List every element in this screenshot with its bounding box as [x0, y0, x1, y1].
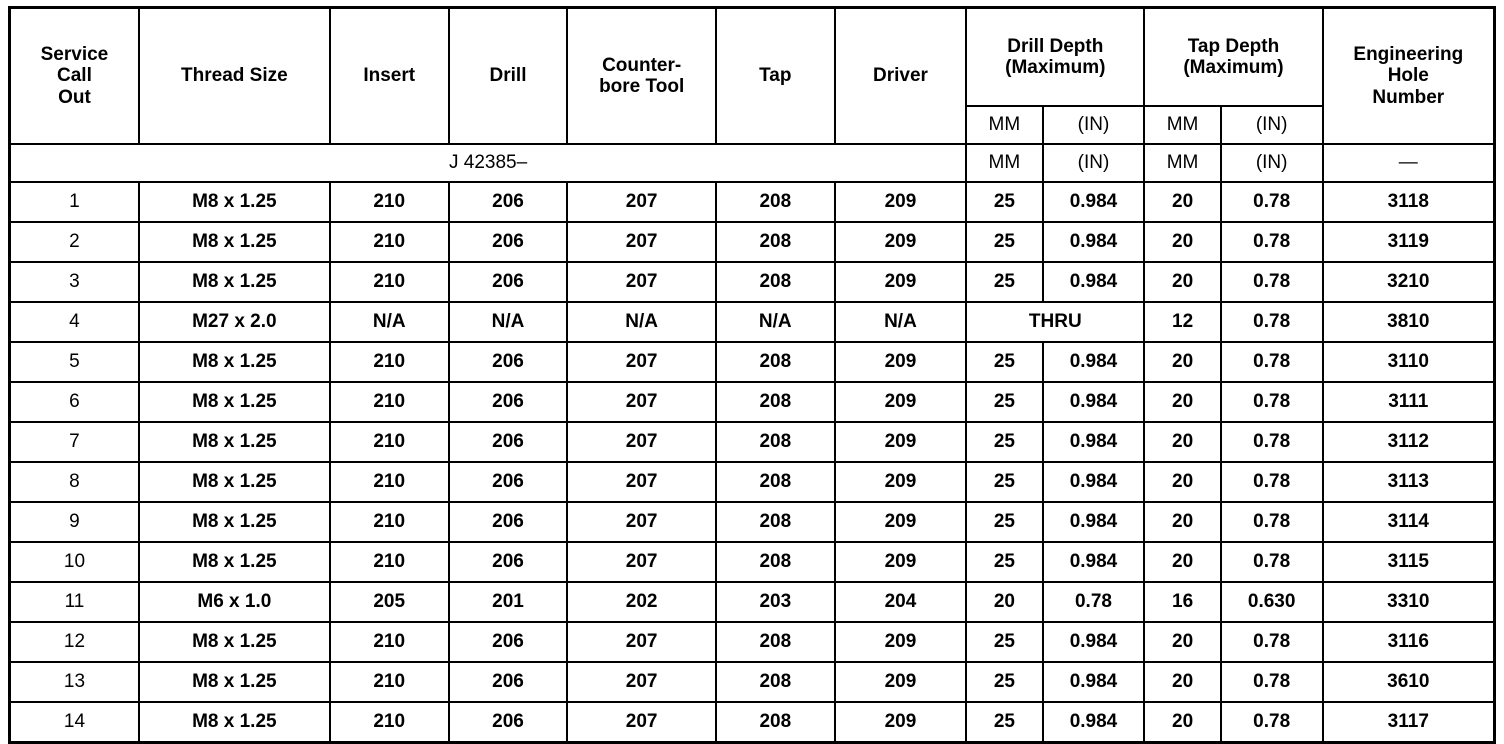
cell-tap-depth-mm: 20 [1144, 382, 1220, 422]
header-text-tap: Tap [759, 65, 792, 87]
cell-counterbore: 207 [567, 502, 715, 542]
cell-drill-depth-in: 0.984 [1043, 422, 1145, 462]
table-row [10, 222, 1495, 262]
cell-tap-depth-in: 0.78 [1221, 622, 1323, 662]
cell-drill: 206 [449, 422, 568, 462]
cell-engineering-hole: 3112 [1323, 422, 1495, 462]
header-text-service-call-out: Service Call Out [40, 44, 109, 108]
cell-driver: N/A [835, 302, 967, 342]
cell-call-out: 7 [10, 422, 139, 462]
cell-tap-depth-in: 0.78 [1221, 662, 1323, 702]
cell-tap-depth-mm: 20 [1144, 182, 1220, 222]
table-row [10, 302, 1495, 342]
cell-call-out: 2 [10, 222, 139, 262]
table-row [10, 582, 1495, 622]
cell-call-out: 8 [10, 462, 139, 502]
cell-driver: 209 [835, 542, 967, 582]
cell-tap-depth-mm: 20 [1144, 222, 1220, 262]
series-engineering-dash: — [1323, 144, 1495, 182]
cell-driver: 209 [835, 662, 967, 702]
cell-engineering-hole: 3110 [1323, 342, 1495, 382]
cell-drill-depth-in: 0.984 [1043, 262, 1145, 302]
table-body [10, 144, 1495, 743]
cell-counterbore: N/A [567, 302, 715, 342]
header-text-drill: Drill [489, 65, 527, 87]
cell-counterbore: 207 [567, 462, 715, 502]
cell-insert: 210 [330, 382, 449, 422]
cell-call-out: 6 [10, 382, 139, 422]
cell-counterbore: 207 [567, 262, 715, 302]
cell-tap: 208 [716, 662, 835, 702]
cell-drill-depth-in: 0.984 [1043, 622, 1145, 662]
cell-drill-depth-in: 0.984 [1043, 382, 1145, 422]
cell-insert: 205 [330, 582, 449, 622]
cell-tap-depth-in: 0.78 [1221, 302, 1323, 342]
cell-insert: 210 [330, 542, 449, 582]
cell-drill-depth-in: 0.984 [1043, 502, 1145, 542]
cell-drill: 201 [449, 582, 568, 622]
cell-driver: 209 [835, 222, 967, 262]
cell-counterbore: 207 [567, 182, 715, 222]
cell-drill-depth-mm: 20 [966, 582, 1042, 622]
cell-drill-depth-mm: 25 [966, 382, 1042, 422]
subheader-drill-depth-in: (IN) [1043, 106, 1145, 144]
cell-tap: 208 [716, 222, 835, 262]
cell-drill: 206 [449, 542, 568, 582]
cell-drill-depth-mm: 25 [966, 702, 1042, 743]
cell-insert: 210 [330, 622, 449, 662]
cell-drill: 206 [449, 382, 568, 422]
cell-tap-depth-mm: 20 [1144, 702, 1220, 743]
cell-drill-depth-mm: 25 [966, 422, 1042, 462]
cell-drill-depth-mm: 25 [966, 662, 1042, 702]
cell-tap-depth-in: 0.78 [1221, 502, 1323, 542]
cell-tap: 208 [716, 262, 835, 302]
cell-engineering-hole: 3118 [1323, 182, 1495, 222]
cell-tap: 208 [716, 342, 835, 382]
table-row [10, 262, 1495, 302]
cell-thread-size: M8 x 1.25 [139, 422, 330, 462]
cell-tap-depth-in: 0.78 [1221, 422, 1323, 462]
cell-insert: 210 [330, 222, 449, 262]
cell-drill-depth-mm: 25 [966, 342, 1042, 382]
cell-tap-depth-mm: 12 [1144, 302, 1220, 342]
cell-tap-depth-mm: 20 [1144, 262, 1220, 302]
cell-engineering-hole: 3810 [1323, 302, 1495, 342]
cell-tap: 208 [716, 702, 835, 743]
cell-engineering-hole: 3111 [1323, 382, 1495, 422]
cell-insert: 210 [330, 462, 449, 502]
cell-tap: 208 [716, 382, 835, 422]
table-row [10, 182, 1495, 222]
cell-counterbore: 207 [567, 542, 715, 582]
column-header-service-call-out [10, 8, 139, 145]
series-tap-depth-mm: MM [1144, 144, 1220, 182]
table-row [10, 542, 1495, 582]
cell-thread-size: M8 x 1.25 [139, 702, 330, 743]
cell-tap-depth-in: 0.78 [1221, 222, 1323, 262]
cell-thread-size: M8 x 1.25 [139, 542, 330, 582]
column-header-drill [449, 8, 568, 145]
cell-tap: 208 [716, 182, 835, 222]
cell-drill-depth-in: 0.984 [1043, 662, 1145, 702]
cell-call-out: 9 [10, 502, 139, 542]
column-header-insert [330, 8, 449, 145]
cell-thread-size: M8 x 1.25 [139, 462, 330, 502]
cell-call-out: 4 [10, 302, 139, 342]
cell-engineering-hole: 3119 [1323, 222, 1495, 262]
cell-counterbore: 207 [567, 702, 715, 743]
cell-engineering-hole: 3115 [1323, 542, 1495, 582]
cell-tap-depth-in: 0.78 [1221, 462, 1323, 502]
cell-driver: 209 [835, 422, 967, 462]
cell-insert: N/A [330, 302, 449, 342]
table-row [10, 622, 1495, 662]
cell-drill-depth-in: 0.984 [1043, 222, 1145, 262]
table-row [10, 702, 1495, 743]
cell-thread-size: M8 x 1.25 [139, 662, 330, 702]
cell-driver: 204 [835, 582, 967, 622]
header-text-tap-depth: Tap Depth (Maximum) [1183, 35, 1284, 78]
table-header [10, 8, 1495, 145]
cell-call-out: 3 [10, 262, 139, 302]
cell-drill-depth-in: 0.984 [1043, 342, 1145, 382]
cell-tap: 208 [716, 462, 835, 502]
cell-tap-depth-mm: 20 [1144, 622, 1220, 662]
cell-driver: 209 [835, 502, 967, 542]
cell-drill-depth-mm: 25 [966, 542, 1042, 582]
cell-tap-depth-mm: 20 [1144, 662, 1220, 702]
header-text-drill-depth: Drill Depth (Maximum) [1005, 35, 1106, 78]
header-text-engineering-hole-number: Engineering Hole Number [1353, 44, 1464, 108]
cell-tap-depth-in: 0.78 [1221, 342, 1323, 382]
table-row [10, 662, 1495, 702]
cell-call-out: 13 [10, 662, 139, 702]
cell-drill-depth-mm: 25 [966, 222, 1042, 262]
cell-tap-depth-mm: 20 [1144, 342, 1220, 382]
cell-drill-depth-in: 0.984 [1043, 182, 1145, 222]
cell-tap: 208 [716, 422, 835, 462]
series-drill-depth-in: (IN) [1043, 144, 1145, 182]
cell-driver: 209 [835, 622, 967, 662]
cell-tap-depth-in: 0.78 [1221, 542, 1323, 582]
cell-tap-depth-mm: 20 [1144, 462, 1220, 502]
cell-call-out: 5 [10, 342, 139, 382]
cell-drill: 206 [449, 462, 568, 502]
cell-drill: 206 [449, 342, 568, 382]
column-header-tap [716, 8, 835, 145]
cell-thread-size: M8 x 1.25 [139, 262, 330, 302]
cell-counterbore: 207 [567, 422, 715, 462]
cell-tap: 203 [716, 582, 835, 622]
series-prefix-row [10, 144, 1495, 182]
cell-thread-size: M8 x 1.25 [139, 502, 330, 542]
cell-drill-depth-mm: 25 [966, 502, 1042, 542]
cell-thread-size: M8 x 1.25 [139, 382, 330, 422]
cell-counterbore: 207 [567, 622, 715, 662]
cell-drill-depth-thru: THRU [966, 302, 1144, 342]
table-row [10, 502, 1495, 542]
cell-counterbore: 207 [567, 342, 715, 382]
cell-drill-depth-mm: 25 [966, 262, 1042, 302]
cell-engineering-hole: 3113 [1323, 462, 1495, 502]
column-header-engineering-hole-number [1323, 8, 1495, 145]
cell-engineering-hole: 3610 [1323, 662, 1495, 702]
cell-drill: 206 [449, 182, 568, 222]
cell-driver: 209 [835, 182, 967, 222]
cell-tap-depth-in: 0.78 [1221, 182, 1323, 222]
cell-drill: N/A [449, 302, 568, 342]
cell-drill: 206 [449, 662, 568, 702]
cell-drill-depth-mm: 25 [966, 462, 1042, 502]
cell-drill: 206 [449, 502, 568, 542]
cell-engineering-hole: 3114 [1323, 502, 1495, 542]
cell-call-out: 11 [10, 582, 139, 622]
table-row [10, 422, 1495, 462]
cell-tap-depth-mm: 20 [1144, 542, 1220, 582]
cell-insert: 210 [330, 262, 449, 302]
cell-tap-depth-in: 0.78 [1221, 262, 1323, 302]
cell-engineering-hole: 3310 [1323, 582, 1495, 622]
cell-thread-size: M27 x 2.0 [139, 302, 330, 342]
header-row-main [10, 8, 1495, 107]
subheader-drill-depth-mm: MM [966, 106, 1042, 144]
cell-insert: 210 [330, 662, 449, 702]
cell-driver: 209 [835, 382, 967, 422]
column-header-drill-depth [966, 8, 1144, 107]
cell-insert: 210 [330, 182, 449, 222]
cell-drill-depth-in: 0.78 [1043, 582, 1145, 622]
cell-tap-depth-mm: 16 [1144, 582, 1220, 622]
table-row [10, 342, 1495, 382]
cell-drill-depth-in: 0.984 [1043, 702, 1145, 743]
table-row [10, 462, 1495, 502]
cell-driver: 209 [835, 262, 967, 302]
column-header-driver [835, 8, 967, 145]
cell-drill: 206 [449, 262, 568, 302]
header-text-driver: Driver [872, 65, 928, 87]
series-tap-depth-in: (IN) [1221, 144, 1323, 182]
cell-thread-size: M6 x 1.0 [139, 582, 330, 622]
tooling-spec-table [8, 6, 1496, 744]
cell-engineering-hole: 3210 [1323, 262, 1495, 302]
cell-thread-size: M8 x 1.25 [139, 182, 330, 222]
cell-tap: N/A [716, 302, 835, 342]
cell-counterbore: 207 [567, 662, 715, 702]
cell-tap-depth-in: 0.630 [1221, 582, 1323, 622]
cell-tap-depth-in: 0.78 [1221, 702, 1323, 743]
cell-insert: 210 [330, 702, 449, 743]
cell-tap-depth-mm: 20 [1144, 502, 1220, 542]
cell-drill: 206 [449, 702, 568, 743]
cell-driver: 209 [835, 462, 967, 502]
cell-thread-size: M8 x 1.25 [139, 342, 330, 382]
header-text-insert: Insert [363, 65, 416, 87]
subheader-tap-depth-in: (IN) [1221, 106, 1323, 144]
column-header-counterbore-tool [567, 8, 715, 145]
series-drill-depth-mm: MM [966, 144, 1042, 182]
cell-thread-size: M8 x 1.25 [139, 222, 330, 262]
cell-driver: 209 [835, 702, 967, 743]
cell-drill-depth-in: 0.984 [1043, 462, 1145, 502]
cell-tap: 208 [716, 622, 835, 662]
column-header-thread-size [139, 8, 330, 145]
cell-driver: 209 [835, 342, 967, 382]
series-prefix-cell [10, 144, 967, 182]
cell-call-out: 10 [10, 542, 139, 582]
cell-call-out: 1 [10, 182, 139, 222]
header-text-counterbore-tool: Counter- bore Tool [599, 54, 685, 97]
cell-drill: 206 [449, 622, 568, 662]
cell-insert: 210 [330, 502, 449, 542]
header-text-thread-size: Thread Size [181, 65, 288, 87]
cell-engineering-hole: 3117 [1323, 702, 1495, 743]
cell-engineering-hole: 3116 [1323, 622, 1495, 662]
cell-drill-depth-mm: 25 [966, 622, 1042, 662]
cell-thread-size: M8 x 1.25 [139, 622, 330, 662]
cell-tap-depth-in: 0.78 [1221, 382, 1323, 422]
table-row [10, 382, 1495, 422]
cell-insert: 210 [330, 422, 449, 462]
cell-tap-depth-mm: 20 [1144, 422, 1220, 462]
cell-tap: 208 [716, 542, 835, 582]
cell-counterbore: 207 [567, 222, 715, 262]
cell-insert: 210 [330, 342, 449, 382]
cell-call-out: 14 [10, 702, 139, 743]
cell-call-out: 12 [10, 622, 139, 662]
cell-counterbore: 207 [567, 382, 715, 422]
cell-drill-depth-mm: 25 [966, 182, 1042, 222]
cell-drill-depth-in: 0.984 [1043, 542, 1145, 582]
subheader-tap-depth-mm: MM [1144, 106, 1220, 144]
cell-drill: 206 [449, 222, 568, 262]
cell-counterbore: 202 [567, 582, 715, 622]
column-header-tap-depth [1144, 8, 1322, 107]
series-prefix-text: J 42385– [449, 152, 528, 174]
cell-tap: 208 [716, 502, 835, 542]
